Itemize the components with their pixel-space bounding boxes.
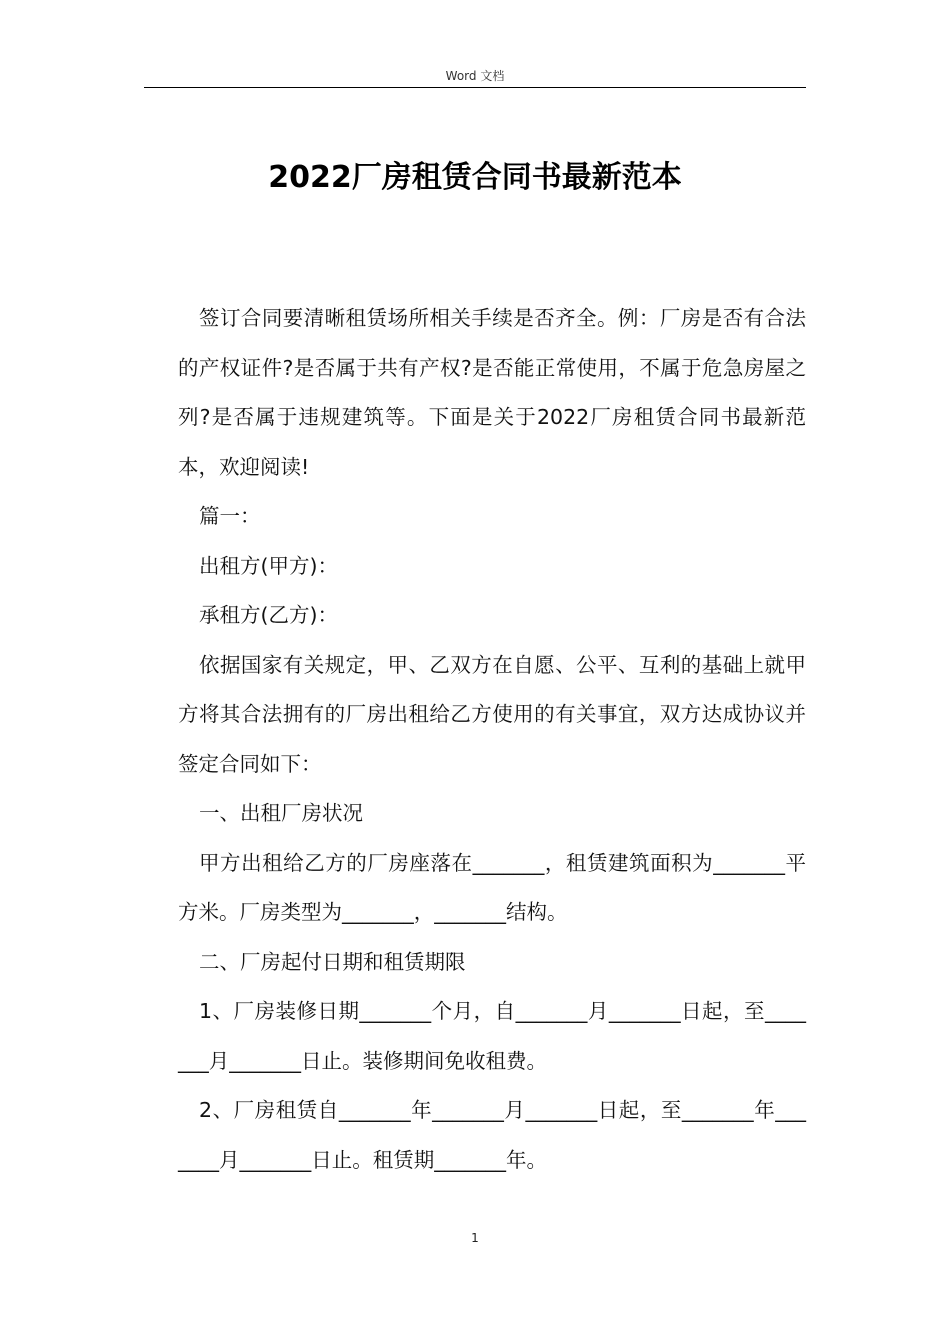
header-divider [144, 87, 806, 88]
section-label: 篇一： [199, 504, 261, 528]
preamble-paragraph: 依据国家有关规定，甲、乙双方在自愿、公平、互利的基础上就甲方将其合法拥有的厂房出租给乙方使用的有关事宜，双方达成协议并签定合同如下： [178, 652, 806, 776]
lessor-line: 出租方(甲方)： [199, 553, 338, 578]
clause-item-2-2: 2、厂房租赁自_______年_______月_______日起，至_______年_______月_______日止。租赁期_______年。 [178, 1098, 806, 1172]
intro-paragraph: 签订合同要清晰租赁场所相关手续是否齐全。例：厂房是否有合法的产权证件?是否属于共有产权?是否能正常使用，不属于危急房屋之列?是否属于违规建筑等。下面是关于2022厂房租赁合同书最新范本，欢迎阅读! [178, 306, 806, 479]
page-number: 1 [471, 1231, 479, 1245]
clause-heading-1: 一、出租厂房状况 [199, 801, 363, 825]
document-title: 2022厂房租赁合同书最新范本 [268, 160, 682, 195]
clause-paragraph-1: 甲方出租给乙方的厂房座落在_______，租赁建筑面积为_______平方米。厂房类型为_______，_______结构。 [178, 850, 806, 924]
clause-heading-2: 二、厂房起付日期和租赁期限 [199, 949, 466, 974]
document-body [178, 294, 806, 1185]
clause-item-2-1: 1、厂房装修日期_______个月，自_______月_______日起，至_______月_______日止。装修期间免收租费。 [178, 999, 806, 1073]
lessee-line: 承租方(乙方)： [199, 603, 338, 627]
page-header: Word 文档 [445, 69, 505, 83]
